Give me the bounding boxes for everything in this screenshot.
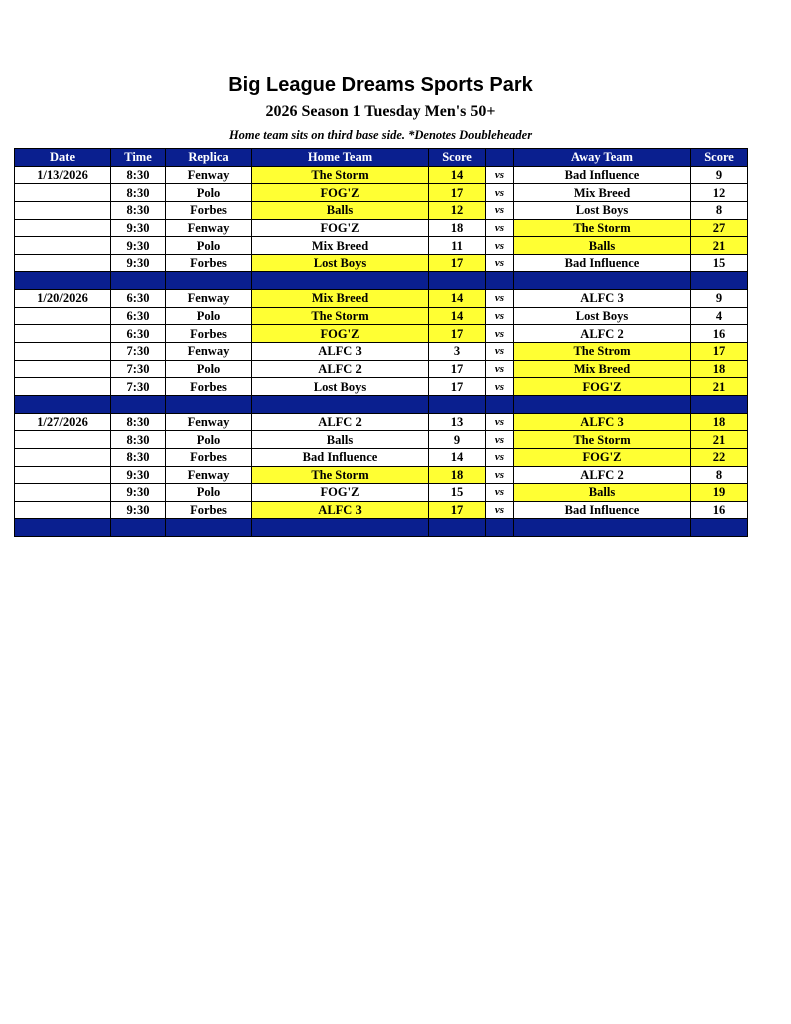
away-score: 9 <box>691 290 748 308</box>
vs-label: vs <box>486 290 514 308</box>
vs-label: vs <box>486 378 514 396</box>
separator-cell <box>111 519 166 537</box>
game-field: Polo <box>166 484 252 502</box>
home-score: 17 <box>429 501 486 519</box>
home-team: The Storm <box>252 166 429 184</box>
vs-label: vs <box>486 254 514 272</box>
away-score: 21 <box>691 237 748 255</box>
column-header-time: Time <box>111 149 166 167</box>
away-team: The Storm <box>514 219 691 237</box>
home-team: Lost Boys <box>252 254 429 272</box>
home-team: Balls <box>252 201 429 219</box>
vs-label: vs <box>486 466 514 484</box>
home-team: FOG'Z <box>252 184 429 202</box>
game-row <box>15 166 748 184</box>
schedule-body <box>15 166 748 536</box>
home-score: 17 <box>429 360 486 378</box>
separator-cell <box>166 272 252 290</box>
game-field: Polo <box>166 307 252 325</box>
vs-label: vs <box>486 166 514 184</box>
home-score: 9 <box>429 431 486 449</box>
home-team: Bad Influence <box>252 448 429 466</box>
game-row <box>15 343 748 361</box>
away-score: 12 <box>691 184 748 202</box>
game-row <box>15 201 748 219</box>
home-team: Mix Breed <box>252 237 429 255</box>
game-row <box>15 219 748 237</box>
column-header-away-score: Score <box>691 149 748 167</box>
game-time: 8:30 <box>111 201 166 219</box>
away-score: 4 <box>691 307 748 325</box>
column-header-home-score: Score <box>429 149 486 167</box>
away-score: 21 <box>691 431 748 449</box>
home-team: ALFC 2 <box>252 413 429 431</box>
vs-label: vs <box>486 343 514 361</box>
game-date <box>15 501 111 519</box>
game-row <box>15 466 748 484</box>
game-time: 8:30 <box>111 166 166 184</box>
away-score: 8 <box>691 201 748 219</box>
home-team: ALFC 3 <box>252 501 429 519</box>
home-score: 17 <box>429 325 486 343</box>
game-row <box>15 184 748 202</box>
home-team: FOG'Z <box>252 325 429 343</box>
game-time: 9:30 <box>111 219 166 237</box>
home-score: 17 <box>429 184 486 202</box>
away-team: Balls <box>514 484 691 502</box>
home-score: 17 <box>429 378 486 396</box>
game-time: 8:30 <box>111 448 166 466</box>
game-row <box>15 378 748 396</box>
home-team: Balls <box>252 431 429 449</box>
separator-cell <box>691 519 748 537</box>
vs-label: vs <box>486 201 514 219</box>
away-team: Lost Boys <box>514 201 691 219</box>
separator-cell <box>166 519 252 537</box>
game-time: 7:30 <box>111 343 166 361</box>
game-time: 6:30 <box>111 325 166 343</box>
week-separator <box>15 272 748 290</box>
separator-cell <box>486 395 514 413</box>
away-team: ALFC 2 <box>514 325 691 343</box>
away-team: ALFC 3 <box>514 413 691 431</box>
home-team: The Storm <box>252 466 429 484</box>
away-score: 9 <box>691 166 748 184</box>
away-team: Lost Boys <box>514 307 691 325</box>
game-date <box>15 307 111 325</box>
separator-cell <box>486 272 514 290</box>
game-time: 8:30 <box>111 184 166 202</box>
separator-cell <box>514 519 691 537</box>
away-team: FOG'Z <box>514 448 691 466</box>
away-team: ALFC 3 <box>514 290 691 308</box>
vs-label: vs <box>486 484 514 502</box>
game-date <box>15 219 111 237</box>
away-score: 22 <box>691 448 748 466</box>
game-row <box>15 484 748 502</box>
home-score: 11 <box>429 237 486 255</box>
schedule-table <box>14 148 748 537</box>
game-field: Fenway <box>166 219 252 237</box>
game-date: 1/27/2026 <box>15 413 111 431</box>
game-date <box>15 378 111 396</box>
away-score: 16 <box>691 501 748 519</box>
game-time: 9:30 <box>111 501 166 519</box>
separator-cell <box>166 395 252 413</box>
game-row <box>15 307 748 325</box>
vs-label: vs <box>486 431 514 449</box>
away-team: The Strom <box>514 343 691 361</box>
game-field: Polo <box>166 237 252 255</box>
game-row <box>15 237 748 255</box>
separator-cell <box>15 395 111 413</box>
week-separator <box>15 519 748 537</box>
away-team: Balls <box>514 237 691 255</box>
game-field: Fenway <box>166 466 252 484</box>
separator-cell <box>514 272 691 290</box>
game-field: Forbes <box>166 378 252 396</box>
game-date <box>15 466 111 484</box>
game-date <box>15 360 111 378</box>
game-field: Forbes <box>166 325 252 343</box>
game-time: 8:30 <box>111 413 166 431</box>
vs-label: vs <box>486 448 514 466</box>
game-time: 9:30 <box>111 484 166 502</box>
game-row <box>15 360 748 378</box>
away-team: Mix Breed <box>514 360 691 378</box>
away-team: Bad Influence <box>514 501 691 519</box>
home-team: The Storm <box>252 307 429 325</box>
home-score: 18 <box>429 466 486 484</box>
game-time: 6:30 <box>111 307 166 325</box>
home-team: Mix Breed <box>252 290 429 308</box>
away-score: 18 <box>691 360 748 378</box>
game-row <box>15 448 748 466</box>
game-time: 6:30 <box>111 290 166 308</box>
away-score: 21 <box>691 378 748 396</box>
separator-cell <box>514 395 691 413</box>
game-field: Fenway <box>166 166 252 184</box>
header-row <box>15 149 748 167</box>
game-date: 1/13/2026 <box>15 166 111 184</box>
separator-cell <box>252 519 429 537</box>
game-date <box>15 184 111 202</box>
home-score: 14 <box>429 290 486 308</box>
away-score: 17 <box>691 343 748 361</box>
separator-cell <box>691 395 748 413</box>
away-score: 27 <box>691 219 748 237</box>
game-date <box>15 325 111 343</box>
separator-cell <box>486 519 514 537</box>
game-row <box>15 290 748 308</box>
game-field: Forbes <box>166 448 252 466</box>
week-separator <box>15 395 748 413</box>
game-date: 1/20/2026 <box>15 290 111 308</box>
column-header-vs <box>486 149 514 167</box>
game-field: Polo <box>166 431 252 449</box>
home-score: 14 <box>429 448 486 466</box>
game-row <box>15 254 748 272</box>
game-field: Polo <box>166 184 252 202</box>
game-row <box>15 413 748 431</box>
game-field: Forbes <box>166 254 252 272</box>
game-time: 8:30 <box>111 431 166 449</box>
away-score: 8 <box>691 466 748 484</box>
away-team: The Storm <box>514 431 691 449</box>
game-date <box>15 201 111 219</box>
separator-cell <box>252 272 429 290</box>
game-time: 7:30 <box>111 360 166 378</box>
doubleheader-note: Home team sits on third base side. *Denotes Doubleheader <box>228 128 533 142</box>
away-team: ALFC 2 <box>514 466 691 484</box>
game-date <box>15 237 111 255</box>
separator-cell <box>111 272 166 290</box>
game-field: Forbes <box>166 501 252 519</box>
game-date <box>15 431 111 449</box>
home-team: FOG'Z <box>252 484 429 502</box>
away-team: Bad Influence <box>514 254 691 272</box>
separator-cell <box>429 272 486 290</box>
vs-label: vs <box>486 501 514 519</box>
vs-label: vs <box>486 325 514 343</box>
home-score: 12 <box>429 201 486 219</box>
away-team: Mix Breed <box>514 184 691 202</box>
home-score: 14 <box>429 166 486 184</box>
vs-label: vs <box>486 237 514 255</box>
game-row <box>15 325 748 343</box>
away-score: 19 <box>691 484 748 502</box>
home-score: 13 <box>429 413 486 431</box>
column-header-replica: Replica <box>166 149 252 167</box>
home-team: FOG'Z <box>252 219 429 237</box>
game-time: 7:30 <box>111 378 166 396</box>
away-score: 16 <box>691 325 748 343</box>
game-field: Fenway <box>166 343 252 361</box>
separator-cell <box>691 272 748 290</box>
vs-label: vs <box>486 184 514 202</box>
separator-cell <box>252 395 429 413</box>
home-score: 18 <box>429 219 486 237</box>
game-date <box>15 254 111 272</box>
column-header-away-team: Away Team <box>514 149 691 167</box>
game-row <box>15 431 748 449</box>
away-score: 18 <box>691 413 748 431</box>
home-team: Lost Boys <box>252 378 429 396</box>
game-row <box>15 501 748 519</box>
home-team: ALFC 2 <box>252 360 429 378</box>
game-field: Fenway <box>166 413 252 431</box>
separator-cell <box>111 395 166 413</box>
home-score: 17 <box>429 254 486 272</box>
vs-label: vs <box>486 413 514 431</box>
game-time: 9:30 <box>111 254 166 272</box>
page-subtitle: 2026 Season 1 Tuesday Men's 50+ <box>265 103 496 120</box>
away-score: 15 <box>691 254 748 272</box>
away-team: FOG'Z <box>514 378 691 396</box>
separator-cell <box>15 272 111 290</box>
home-score: 15 <box>429 484 486 502</box>
game-field: Forbes <box>166 201 252 219</box>
vs-label: vs <box>486 307 514 325</box>
game-field: Fenway <box>166 290 252 308</box>
game-time: 9:30 <box>111 237 166 255</box>
game-date <box>15 484 111 502</box>
vs-label: vs <box>486 360 514 378</box>
home-score: 3 <box>429 343 486 361</box>
home-team: ALFC 3 <box>252 343 429 361</box>
page-title: Big League Dreams Sports Park <box>228 74 533 96</box>
separator-cell <box>15 519 111 537</box>
away-team: Bad Influence <box>514 166 691 184</box>
separator-cell <box>429 395 486 413</box>
vs-label: vs <box>486 219 514 237</box>
column-header-home-team: Home Team <box>252 149 429 167</box>
game-date <box>15 448 111 466</box>
game-date <box>15 343 111 361</box>
game-field: Polo <box>166 360 252 378</box>
column-header-date: Date <box>15 149 111 167</box>
game-time: 9:30 <box>111 466 166 484</box>
separator-cell <box>429 519 486 537</box>
home-score: 14 <box>429 307 486 325</box>
